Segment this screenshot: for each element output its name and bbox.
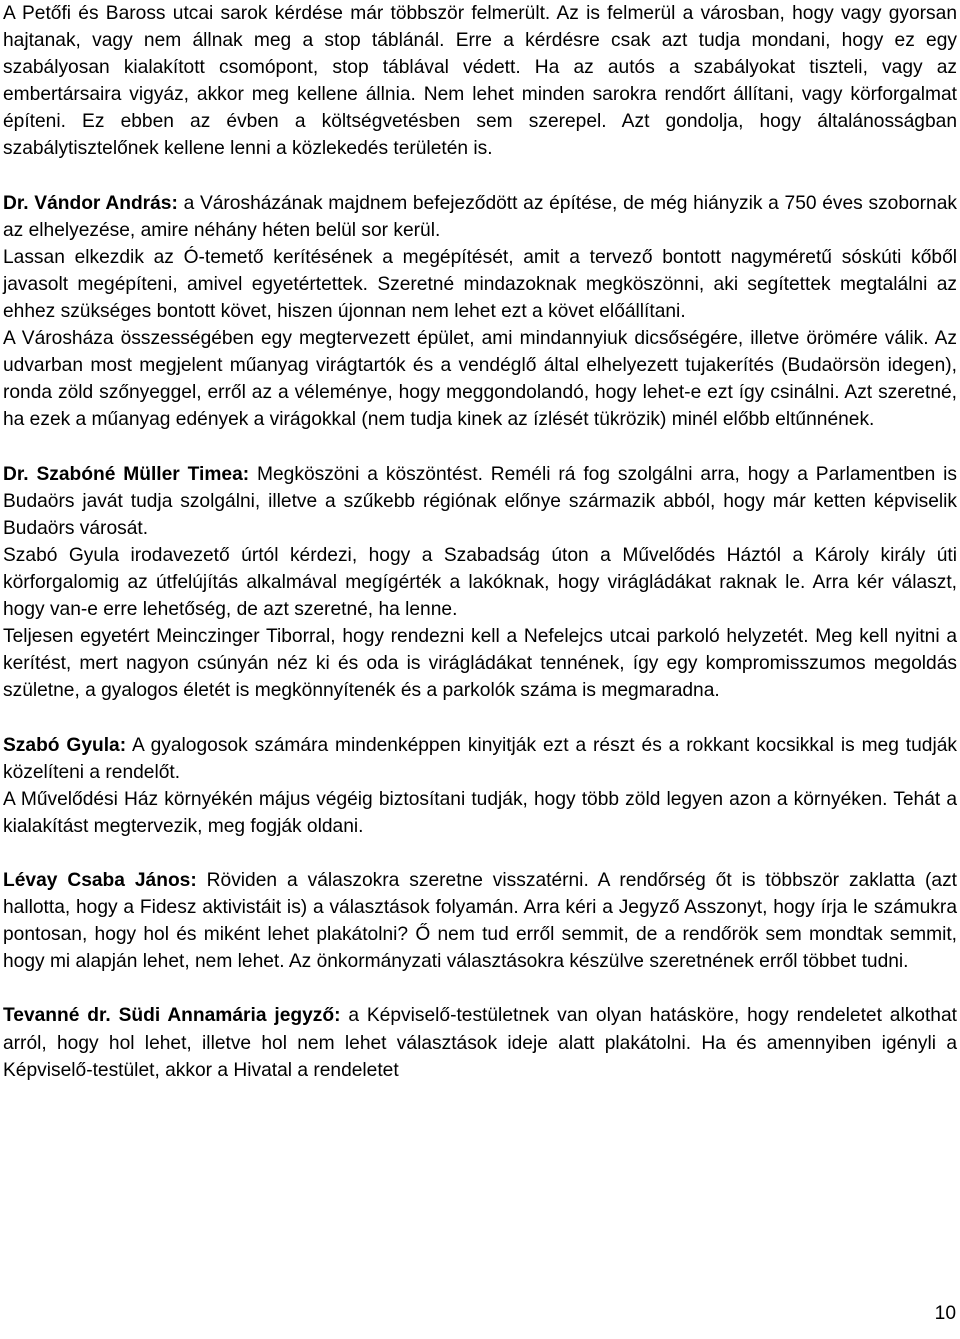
document-page — [3, 0, 957, 1339]
paragraph-text: A gyalogosok számára mindenképpen kinyitják ezt a részt és a rokkant kocsikkal is meg tudják közelíteni a rendelőt. — [3, 734, 958, 783]
paragraph-cultural-house — [3, 786, 957, 840]
paragraph-parking — [3, 623, 957, 704]
paragraph-spacer — [3, 434, 957, 461]
paragraph-intersection — [3, 0, 957, 163]
paragraph-text: A Petőfi és Baross utcai sarok kérdése már többször felmerült. Az is felmerül a városban, hogy vagy gyorsan hajtanak, vagy nem állnak meg a stop táblánál. Erre a kérdésre csak azt tudja mondani, hogy ez egy szabályosan kialakított csomópont, stop táblával védett. Ha az autós a szabályokat tiszteli, vagy az embertársaira vigyáz, akkor meg kellene állnia. Nem lehet minden sarokra rendőrt állítani, vagy körforgalmat építeni. Ez ebben az évben a költségvetésben sem szerepel. Azt gondolja, hogy általánosságban szabálytisztelőnek kellene lenni a közlekedés területén is. — [3, 3, 957, 160]
speaker-name: Lévay Csaba János: — [3, 870, 197, 891]
paragraph-text: A Városháza összességében egy megtervezett épület, ami mindannyiuk dicsőségére, illetve örömére válik. Az udvarban most megjelent műanyag virágtartók és a vendéglő által elhelyezett tujakerítés (Budaörsön idegen), ronda zöld szőnyeggel, erről az a véleménye, hogy meggondolandó, hogy lehet-e ezt így csinálni. Azt szeretné, ha ezek a műanyag edények a virágokkal (nem tudja kinek az ízlését tükrözik) minél előbb eltűnnének. — [3, 328, 957, 431]
speaker-name: Dr. Szabóné Müller Timea: — [3, 463, 250, 485]
paragraph-text: a Képviselő-testületnek van olyan hatásköre, hogy rendeletet alkothat arról, hogy hol lehet, illetve hol nem lehet választások ideje alatt plakátolni. Ha és amennyiben igényli a Képviselő-testület, akkor a Hivatal a rendeletet — [3, 1005, 957, 1081]
paragraph-text: Lassan elkezdik az Ó-temető kerítésének a megépítését, amit a tervező bontott nagyméretű sóskúti kőből javasolt megépíteni, amivel egyetértettek. Szeretné mindazoknak megköszönni, aki segítettek megtalálni az ehhez szükséges bontott követ, hiszen újonnan nem lehet ezt a követ előállítani. — [3, 246, 957, 323]
paragraph-spacer — [3, 704, 957, 731]
paragraph-tevanne-jegyzo — [3, 1002, 957, 1083]
paragraph-spacer — [3, 163, 957, 190]
paragraph-text: a Városházának majdnem befejeződött az építése, de még hiányzik a 750 éves szobornak az elhelyezése, amire néhány héten belül sor kerül. — [3, 192, 957, 241]
page-number: 10 — [934, 1303, 956, 1324]
paragraph-text: Szabó Gyula irodavezető úrtól kérdezi, hogy a Szabadság úton a Művelődés Háztól a Károly király úti körforgalomig az útfelújítás alkalmával megígérték a lakóknak, hogy virágládákat raknak le. Arra kér választ, hogy van-e erre lehetőség, de azt szeretné, ha lenne. — [3, 544, 957, 621]
paragraph-text: Teljesen egyetért Meinczinger Tiborral, hogy rendezni kell a Nefelejcs utcai parkoló helyzetét. Meg kell nyitni a kerítést, mert nagyon csúnyán néz ki és oda is virágládákat tennének, így egy kompromisszumos megoldás születne, a gyalogos életét is megkönnyítenék és a parkolók száma is megmaradna. — [3, 626, 957, 702]
paragraph-text: A Művelődési Ház környékén május végéig biztosítani tudják, hogy több zöld legyen azon a környéken. Tehát a kialakítást megtervezik, meg fogják oldani. — [3, 788, 957, 837]
paragraph-text: Megköszöni a köszöntést. Reméli rá fog szolgálni arra, hogy a Parlamentben is Budaörs javát tudja szolgálni, illetve a szűkebb régiónak előnye származik abból, hogy már ketten képviselik Budaörs városát. — [3, 463, 957, 539]
paragraph-levay-csaba-janos — [3, 867, 957, 975]
speaker-name: Dr. Vándor András: — [3, 192, 178, 214]
speaker-name: Szabó Gyula: — [3, 734, 127, 756]
paragraph-szaboné-muller-timea — [3, 461, 957, 542]
paragraph-szabo-gyula — [3, 732, 957, 786]
paragraph-spacer — [3, 840, 957, 867]
paragraph-text: Röviden a válaszokra szeretne visszatérni. A rendőrség őt is többször zaklatta (azt hallotta, hogy a Fidesz aktivistáit is) a választások folyamán. Arra kéri a Jegyző Asszonyt, hogy írja le számukra pontosan, hogy hol és miként lehet plakátolni? Ő nem tud erről semmit, de a rendőrök sem mondtak semmit, hogy mi alapján lehet, nem lehet. Az önkormányzati választásokra készülve szeretnének erről többet tudni. — [3, 870, 957, 973]
paragraph-cemetery-fence — [3, 244, 957, 325]
speaker-name: Tevanné dr. Südi Annamária jegyző: — [3, 1005, 341, 1027]
paragraph-flower-boxes — [3, 542, 957, 623]
paragraph-vandor-andras — [3, 190, 957, 244]
paragraph-spacer — [3, 975, 957, 1002]
paragraph-town-hall — [3, 325, 957, 433]
